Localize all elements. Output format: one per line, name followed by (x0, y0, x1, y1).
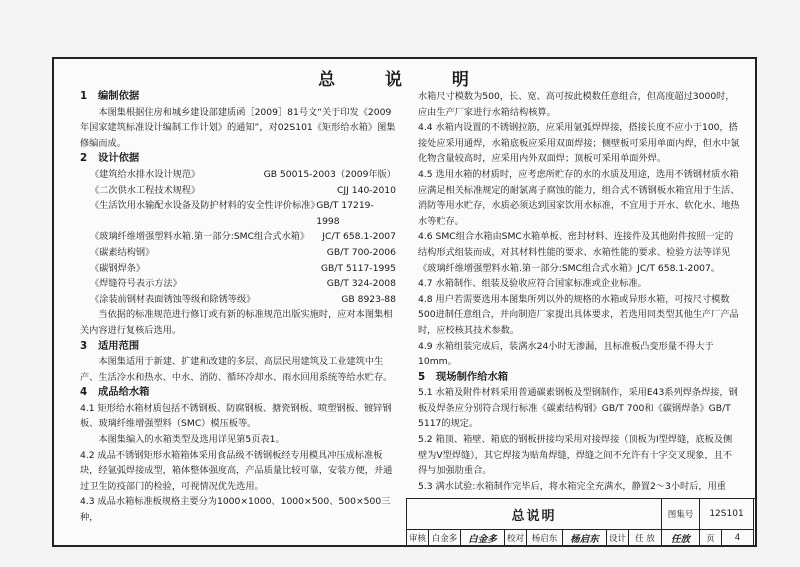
check-signature: 杨启东 (563, 530, 607, 547)
review-signature: 白金多 (461, 530, 505, 547)
paragraph: 4.4 水箱内设置的不锈钢拉筋，应采用氩弧焊焊接，搭接长度不应小于100，搭接处应采用通焊，水箱底板应采用双面焊接；侧壁板可采用单面内焊，但水中氯化物含量较高时，应采用内外双面焊；顶板可采用单面外焊。 (418, 122, 740, 165)
design-label: 设计 (607, 530, 629, 547)
review-label: 审核 (407, 530, 429, 547)
section-title: 适用范围 (98, 339, 140, 352)
atlas-label: 图集号 (662, 499, 700, 530)
paragraph: 4.5 选用水箱的材质时，应考虑所贮存的水的水质及用途，选用不锈钢材质水箱应满足相关标准规定的耐氯离子腐蚀的能力，组合式不锈钢板水箱宜用于生活、消防等用水贮存，水质必须达到国家饮用水标准，不宜用于开水、软化水、地热水等贮存。 (418, 168, 740, 227)
section-title: 现场制作给水箱 (436, 370, 509, 383)
standard-code: GB/T 324-2008 (326, 278, 396, 290)
paragraph: 5.2 箱顶、箱壁、箱底的钢板拼接均采用对接焊接（顶板为I型焊缝，底板及侧壁为V型焊缝），其它焊接为贴角焊缝，焊缝之间不允许有十字交叉现象，且不得与加强肋重合。 (418, 434, 733, 477)
section-title: 成品给水箱 (98, 386, 150, 399)
paragraph: 4.3 成品水箱标准板规格主要分为1000×1000、1000×500、500×500三种， (80, 496, 391, 524)
standard-name: 《涂装前钢材表面锈蚀等级和除锈等级》 (90, 293, 256, 305)
standard-code: GB/T 17219-1998 (316, 200, 374, 227)
section-heading (80, 339, 396, 355)
drawing-title: 总说明 (407, 499, 662, 530)
paragraph: 4.9 水箱组装完成后，装满水24小时无渗漏，且标准板凸变形量不得大于10mm。 (418, 340, 714, 368)
standard-code: GB/T 700-2006 (326, 246, 396, 258)
standard-code: GB 50015-2003（2009年版） (263, 168, 396, 180)
standard-code: JC/T 658.1-2007 (322, 231, 396, 243)
section-number: 5 (418, 370, 426, 383)
section-number: 4 (80, 386, 88, 399)
standard-name: 《焊缝符号表示方法》 (90, 278, 182, 290)
paragraph: 4.6 SMC组合水箱由SMC水箱单板、密封材料、连接件及其他附件按照一定的结构形式组装而成，对其材料性能的要求、水箱性能的要求、检验方法等详见《玻璃纤维增强塑料水箱.第一部分:SMC组合式水箱》JC/T 658.1-2007。 (418, 231, 734, 274)
paragraph: 5.1 水箱及附件材料采用普通碳素钢板及型钢制作，采用E43系列焊条焊接，钢板及焊条应分别符合现行标准《碳素结构钢》GB/T 700和《碳钢焊条》GB/T 5117的规定。 (418, 387, 738, 430)
standard-code: CJJ 140-2010 (337, 184, 396, 196)
paragraph: 当依据的标准规范进行修订或有新的标准规范出版实施时，应对本图集相关内容进行复核后选用。 (80, 309, 393, 336)
standard-code: GB 8923-88 (341, 293, 396, 305)
standard-reference (80, 183, 396, 199)
standard-name: 《建筑给水排水设计规范》 (90, 168, 201, 180)
paragraph: 4.1 矩形给水箱材质包括不锈钢板、防腐钢板、搪瓷钢板、喷塑钢板、镀锌钢板、玻璃纤维增强塑料（SMC）模压板等。 (80, 402, 392, 430)
standard-name: 《二次供水工程技术规程》 (90, 184, 201, 196)
paragraph: 本图集根据住房和城乡建设部建质函［2009］81号文“关于印发《2009年国家建筑标准设计编制工作计划》的通知”，对02S101《矩形给水箱》图集修编而成。 (80, 106, 396, 149)
check-name: 杨启东 (527, 530, 563, 547)
right-column (418, 89, 740, 494)
paragraph: 本图集适用于新建、扩建和改建的多层、高层民用建筑及工业建筑中生产、生活冷水和热水、中水、消防、循环冷却水、雨水回用系统等给水贮存。 (80, 356, 393, 383)
section-number: 3 (80, 339, 88, 352)
drawing-sheet (52, 57, 757, 547)
standard-reference (80, 276, 396, 292)
paragraph: 4.8 用户若需要选用本图集所列以外的规格的水箱或异形水箱，可按尺寸模数500进制任意组合，并向制造厂家提出具体要求，若选用同类型其他生产厂产品时，应校核其技术参数。 (418, 293, 739, 336)
design-signature: 任放 (662, 530, 700, 547)
standard-reference (80, 261, 396, 277)
standard-name: 《玻璃纤维增强塑料水箱.第一部分:SMC组合式水箱》 (90, 231, 310, 243)
paragraph: 5.3 满水试验:水箱制作完毕后，将水箱完全充满水，静置2～3小时后，用重 (418, 480, 726, 492)
paragraph: 水箱尺寸模数为500，长、宽、高可按此模数任意组合，但高度超过3000时，应由生产厂家进行水箱结构核算。 (418, 91, 735, 118)
design-name: 任 放 (629, 530, 662, 547)
standard-name: 《碳素结构钢》 (90, 246, 155, 258)
paragraph: 本图集编入的水箱类型及选用详见第5页表1。 (98, 434, 285, 446)
standard-reference (80, 292, 396, 308)
check-label: 校对 (505, 530, 527, 547)
atlas-number: 12S101 (700, 499, 754, 530)
standard-code: GB/T 5117-1995 (320, 262, 396, 274)
page-title: 总 说 明 (318, 70, 491, 90)
title-block (406, 498, 755, 547)
paragraph: 4.7 水箱制作、组装及验收应符合国家标准或企业标准。 (418, 278, 647, 290)
standard-reference (80, 229, 396, 245)
standard-name: 《生活饮用水输配水设备及防护材料的安全性评价标准》 (90, 200, 320, 212)
page-label: 页 (700, 530, 722, 547)
standard-name: 《碳钢焊条》 (90, 262, 146, 274)
section-heading (80, 385, 396, 401)
paragraph: 4.2 成品不锈钢矩形水箱箱体采用食品级不锈钢板经专用模具冲压成标准板块，经氩弧焊接成型，箱体整体强度高，产品质量比较可靠，安装方便，并通过卫生防疫部门的检验，可视情况优先选用。 (80, 449, 393, 492)
section-heading (80, 89, 396, 105)
section-heading (80, 151, 396, 167)
left-column (80, 89, 396, 526)
section-number: 2 (80, 152, 88, 165)
review-name: 白金多 (429, 530, 461, 547)
section-title: 设计依据 (98, 152, 140, 165)
section-heading (418, 370, 740, 386)
section-number: 1 (80, 90, 88, 102)
standard-reference (80, 167, 396, 183)
standard-reference (80, 198, 396, 229)
standard-reference (80, 245, 396, 261)
page-number: 4 (722, 530, 754, 547)
section-title: 编制依据 (98, 90, 140, 102)
